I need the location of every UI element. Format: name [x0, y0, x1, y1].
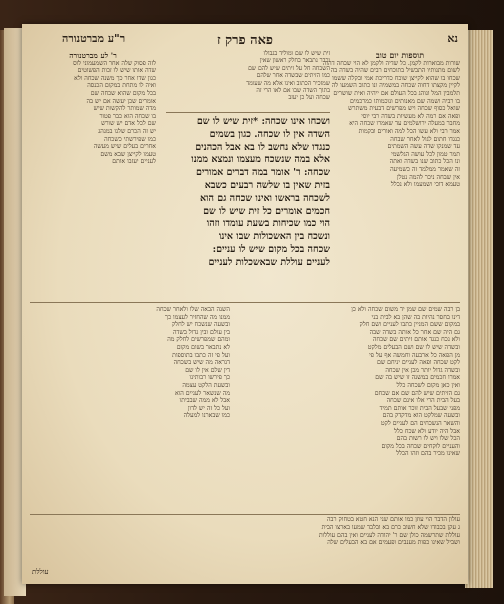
text-line: מה שנשאר לעניים הוא — [174, 389, 230, 397]
mishna-line: חכמים אומרים כל זית שיש לו שם — [203, 205, 330, 217]
text-line: ובשעה שנשכח יש לחלק — [171, 321, 230, 329]
text-line: בתוך השדה שבו אם לאו הרי זה — [256, 87, 330, 95]
text-line: בין עולם ובין גדול בשדה — [172, 328, 230, 336]
text-line: ועל כל זה יש לדון — [187, 404, 230, 412]
text-line: שם לכל אדם יש שורש — [101, 120, 156, 128]
text-line: דינו בחסר נהיות בה שהן בא לבית בני — [371, 313, 460, 321]
page-stack-edge — [465, 30, 493, 588]
text-line: לזה פסוק שלה אחר השמעמוני לוס — [73, 59, 156, 67]
text-line: זה שאמר ממלמד זה כשמיעה — [390, 165, 460, 173]
text-line: לשום מתנותיו התבשיל בתוכחים רבים שהיה בשדה בה — [330, 67, 460, 75]
text-line: ואיה לו מתחת במקום הכנסה — [87, 82, 156, 90]
text-line: השנה הבאה שלו ולאחר שכחה — [156, 306, 230, 313]
text-line: ממנו מה שהחזיר לעצמו כך — [165, 313, 230, 321]
tosafot-column — [323, 50, 460, 274]
text-line: זית שיש לו שם ומוליד בגבולו — [263, 50, 330, 57]
bartenura-column — [30, 52, 156, 300]
footer-commentary — [30, 516, 460, 576]
text-line: ובשדה גדול יותר מכן אין שכחה — [385, 366, 460, 374]
text-line: ובשדה שיש לו שם ושם הבעלים מלקט — [367, 343, 460, 351]
text-line: ושביל שאינו כפות מענבים ופעמים אם בא הבעלים שלה — [327, 539, 460, 547]
text-line: בכל מקום שהוא שכחה שם — [90, 89, 156, 97]
text-line: לא נתבאר בשום מקום — [176, 343, 230, 351]
text-line: דין שלם אין לו שם — [185, 366, 230, 374]
text-line: בו רביה ושמה שם מאנותים ונוכמותו כמרכמים — [350, 97, 460, 105]
lower-right-commentary — [234, 306, 460, 512]
text-line: דנראה מה שיש בשכחה — [173, 359, 230, 367]
text-line: תמר טמון לכל עושה הגלשמי — [391, 150, 460, 158]
text-line: והעניים לוקחים שכחה בכל מקום — [381, 442, 460, 450]
text-line: מן הפאה כל ארבעה וחמשה אף על פי — [369, 351, 460, 359]
text-line: ולא נכח כנגד אותם זיתים שם שכחה — [372, 336, 460, 344]
text-line: לקט שכחה ופאה לעניים יניחם שם — [376, 359, 460, 367]
text-line: השכחה חל על זיתים שיש להם שם — [248, 64, 330, 72]
mishna-line: הוי כמו שכיחות בשעת עומדו וזהו — [206, 218, 330, 230]
text-line: וכבר נתבאר בחלק ראשון שאין — [259, 57, 330, 65]
text-line: אומרים שכן יעשה אם יש בה — [86, 97, 156, 105]
text-line: אמר רבי ולא עשו הכל למה ואורים ובקמות — [358, 127, 460, 135]
text-line: שאינו מכיר בהם וזהו הכלל — [396, 450, 460, 458]
text-line: הכל שלו ויש לו רשות בהם — [396, 435, 460, 443]
book-page — [22, 24, 468, 584]
text-line: גם הזיתים שיש להם שם אם שכחם — [374, 389, 460, 397]
text-line: טעמא דוכי ושמעמו ולא נכלל — [390, 181, 460, 189]
text-line: ומהם שמפרשים לחלק מה — [167, 336, 230, 344]
running-head-tosafot: תוספות יום טוב — [375, 50, 425, 60]
upper-center-commentary — [166, 50, 330, 110]
text-line: גם היה שם אחר כל אותה בשדה שבה — [369, 328, 460, 336]
text-line: ופאה אם רמה לא מעשיות בשדה רבי יוסי — [361, 112, 460, 120]
text-line: מדה שמותר להקשות שיש — [93, 105, 156, 113]
mishna-line: לעניים עוללת שבאשכלות לעניים — [208, 256, 330, 268]
text-line: ואין כאן מקום לשכחה כלל — [396, 381, 460, 389]
mishna-line: שכחה בכל מקום שיש לו עניים: — [212, 243, 330, 255]
separator-line — [30, 514, 460, 515]
mishna-line: ונשכח בין האשכולות שבו אינו — [218, 231, 330, 243]
text-line: ג עקן בכבודו שלא חשוב כרם בא ובלבד שמעו בארצו הבית — [321, 523, 460, 531]
text-line: שמזכיר הכתוב ואינו אלא מה שעומד — [246, 79, 330, 87]
text-line: אבל לא ממה שבביתו — [179, 397, 230, 405]
text-line: שואל כסוף שכחה ויש מפרשים דבעית משתרש — [348, 105, 460, 113]
text-line: שכחה ועל כן יעזב — [288, 94, 330, 102]
mishna-line: כנגדו שלא נחשב לו בא אבל הכהנים — [195, 141, 330, 153]
text-line: תלמבין המל ונוהג בכל העולם אם ייהיה ואית שושרים — [333, 89, 460, 97]
text-line: כמו הזיתים שבשדה אחר שלהם — [256, 72, 330, 80]
text-line: לעניים יעזבו אותם — [112, 158, 156, 166]
text-line: ר' לע מברטנורה — [69, 51, 117, 60]
chapter-title: פאה פרק ז — [217, 33, 273, 48]
text-line: כמו שבארנו למעלה — [183, 412, 230, 420]
text-line: כך פירשו רבותינו — [189, 374, 230, 382]
catchword: עוללת — [32, 568, 49, 576]
text-line: כמו שפירשתי כשכחה — [104, 135, 156, 143]
text-line: מפני שבעל הבית זוכר אותם תמיד — [379, 404, 460, 412]
text-line: אין שבחה ניכר להמה נטלן — [397, 173, 460, 181]
text-line: שורות מבוארות לקמן. כל שדיה ולקמן לא הוי שכחה דהוה — [323, 59, 460, 67]
mishna-line: אלא במה שנשכח מעצמו ונמצא ממנו — [191, 154, 330, 166]
separator-line — [166, 112, 330, 113]
text-line: בעל הבית הרי אלו אינם שכחה — [386, 397, 460, 405]
text-line: בו שכחה הוא כבר פטור — [99, 112, 156, 120]
text-line: עולון הדבר הוי עוזן כמו אותם שני הנא חטא בטחוק רבה — [327, 516, 460, 523]
text-line: ובשעת הלקט עצמה — [182, 381, 230, 389]
text-line: ועל פי זה כתבו בתוספות — [172, 351, 230, 359]
mishna-line: לשכחה בראשו ואינו שכחה גם הוא — [200, 192, 330, 204]
text-line: בן רבה שמים שם שמן יד משום שכחה ולא כן — [351, 306, 460, 313]
lower-left-commentary — [30, 306, 230, 512]
text-line: אבל היה יודע ולא שכח כלל — [394, 427, 460, 435]
text-line: שדה אותו שיש לו זכות הפשוטים — [77, 67, 156, 75]
text-line: אמרו חכמים במשנה זו שיש בה שם — [375, 374, 460, 382]
text-line: מחבר במעלה ירושלמים עד שאמרו שכחה היא — [349, 120, 460, 128]
text-line: כנגדו חתום לגול לאחר שבחה — [390, 135, 460, 143]
text-line: עד שמנקו שדה עשה השמתים — [387, 143, 460, 151]
text-line: במקום ששם המניין כתבו לעניים ושם חלק — [359, 321, 460, 329]
text-line: עוללת שתרשמה כולן שם ר' יהודה לעניים ואין בהם עוללות — [318, 531, 460, 539]
text-line: שכחו בו שהוא לקייצן שוכח כדריכת אמי ובקלה ששמו — [332, 74, 460, 82]
mishna-text — [166, 116, 330, 301]
text-line: ונו הכל כתוב שנו בשדה ואתה — [389, 158, 460, 166]
mishna-line: שכחה: ר' אומר במה דברים אמורים — [195, 167, 330, 179]
text-line: כגון שדו אחר כך משנה שכחה ולא — [74, 74, 156, 82]
text-line: לקיין מקצתו דחוה שכחה במשמיה ונו כתוב השמעו לה — [331, 82, 460, 90]
page-marker: נא — [447, 32, 458, 45]
text-line: יש זה הכרם שלנו במנהג — [98, 127, 156, 135]
text-line: ובשעה שמלקט הוא מדקדק בהם — [382, 412, 460, 420]
text-line: אחרים בעלים שיש מעשה — [93, 143, 156, 151]
mishna-line: השדה אין לו שכחה. כגון בשמים — [209, 128, 330, 140]
mishna-line: ושכחו אינו שכחה: *זית שיש לו שם — [196, 116, 330, 127]
running-head-commentary: ר"ע מברטנורה — [62, 32, 126, 45]
mishna-line: בזית שאין בו שלשה רבעים כשבא — [204, 179, 330, 191]
separator-line — [30, 302, 460, 303]
text-line: טעמו לקייצן שבא משם — [100, 150, 156, 158]
text-line: והשאר הנשכחים הם לעניים לקט — [380, 419, 460, 427]
